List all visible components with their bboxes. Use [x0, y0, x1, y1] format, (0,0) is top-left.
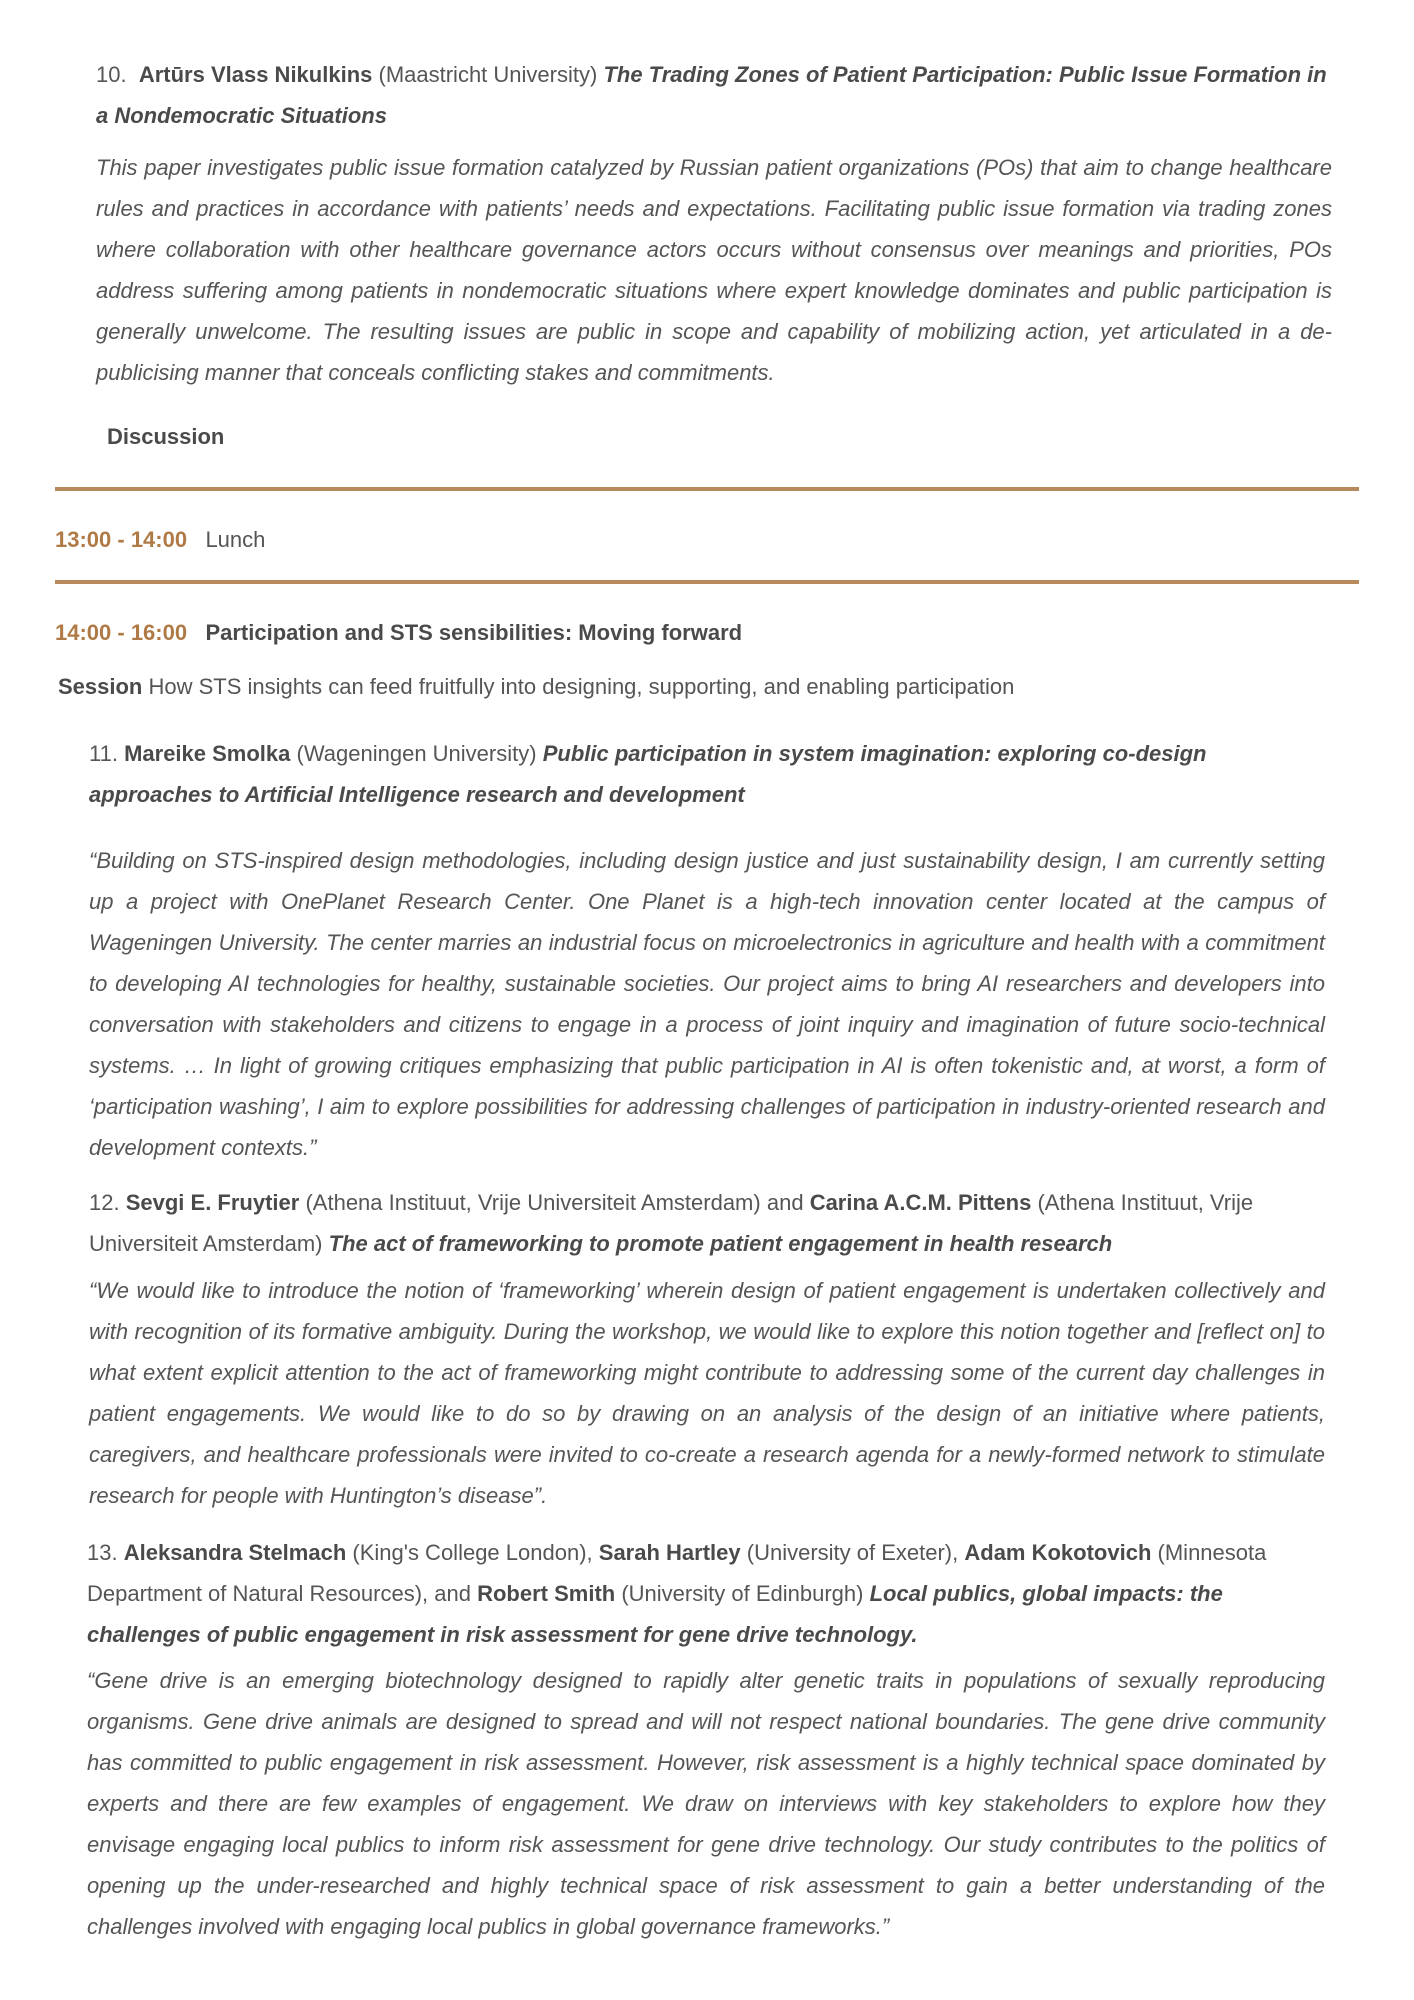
entry-number: 13. [87, 1540, 118, 1565]
conjunction: and [766, 1190, 804, 1215]
entry-13 [87, 1532, 1325, 1655]
author-affiliation: (Wageningen University) [296, 741, 537, 766]
author-affiliation: (King's College London), [352, 1540, 593, 1565]
author-affiliation: (Athena Instituut, Vrije Universiteit Amsterdam) [89, 1190, 1254, 1256]
session-description: How STS insights can feed fruitfully into designing, supporting, and enabling participation [148, 674, 1015, 699]
time-range: 14:00 - 16:00 [55, 620, 188, 645]
entry-10-abstract: This paper investigates public issue formation catalyzed by Russian patient organizations (POs) that aim to change healthcare rules and practices in accordance with patients’ needs and expectations. Facilitating public issue formation via trading zones where collaboration with other healthcare governance actors occurs without consensus over meanings and priorities, POs address suffering among patients in nondemocratic situations where expert knowledge dominates and public participation is generally unwelcome. The resulting issues are public in scope and capability of mobilizing action, yet articulated in a de-publicising manner that conceals conflicting stakes and commitments. [96, 155, 1332, 385]
lunch-slot [55, 519, 265, 560]
time-range: 13:00 - 14:00 [55, 527, 188, 552]
author-affiliation: (Maastricht University) [378, 62, 598, 87]
slot-label: Lunch [205, 527, 266, 552]
entry-11-heading [89, 733, 1325, 815]
discussion-label: Discussion [107, 424, 225, 449]
section-divider [55, 580, 1359, 584]
author-name: Artūrs Vlass Nikulkins [138, 62, 373, 87]
author-name: Adam Kokotovich [964, 1540, 1152, 1565]
session-line [58, 666, 1014, 707]
author-name: Mareike Smolka [124, 741, 291, 766]
entry-number: 10. [96, 62, 127, 87]
paper-title: Local publics, global impacts: the challenges of public engagement in risk assessment for gene drive technology. [87, 1581, 1223, 1647]
entry-11 [89, 733, 1325, 815]
entry-10 [96, 54, 1332, 136]
author-name: Sevgi E. Fruytier [125, 1190, 300, 1215]
paper-title: The act of frameworking to promote patient engagement in health research [328, 1231, 1113, 1256]
author-affiliation: (University of Exeter), [746, 1540, 959, 1565]
entry-11-abstract: “Building on STS-inspired design methodologies, including design justice and just sustainability design, I am currently setting up a project with OnePlanet Research Center. One Planet is a high-tech innovation center located at the campus of Wageningen University. The center marries an industrial focus on microelectronics in agriculture and health with a commitment to developing AI technologies for healthy, sustainable societies. Our project aims to bring AI researchers and developers into conversation with stakeholders and citizens to engage in a process of joint inquiry and imagination of future socio-technical systems. … In light of growing critiques emphasizing that public participation in AI is often tokenistic and, at worst, a form of ‘participation washing’, I aim to explore possibilities for addressing challenges of participation in industry-oriented research and development contexts.” [89, 848, 1325, 1160]
entry-number: 11. [89, 741, 118, 766]
author-name: Aleksandra Stelmach [123, 1540, 347, 1565]
afternoon-slot [55, 612, 742, 653]
paper-title: Public participation in system imagination: exploring co-design approaches to Artificial Intelligence research and development [89, 741, 1207, 807]
entry-13-heading [87, 1532, 1325, 1655]
session-label: Session [58, 674, 143, 699]
author-affiliation: (Athena Instituut, Vrije Universiteit Amsterdam) [305, 1190, 761, 1215]
entry-12-heading [89, 1182, 1325, 1264]
author-name: Sarah Hartley [598, 1540, 741, 1565]
entry-12-abstract: “We would like to introduce the notion of ‘frameworking’ wherein design of patient engagement is undertaken collectively and with recognition of its formative ambiguity. During the workshop, we would like to explore this notion together and [reflect on] to what extent explicit attention to the act of frameworking might contribute to addressing some of the current day challenges in patient engagements. We would like to do so by drawing on an analysis of the design of an initiative where patients, caregivers, and healthcare professionals were invited to co-create a research agenda for a newly-formed network to stimulate research for people with Huntington’s disease”. [89, 1278, 1325, 1508]
author-affiliation: (Minnesota Department of Natural Resources), and [87, 1540, 1267, 1606]
author-name: Carina A.C.M. Pittens [809, 1190, 1032, 1215]
entry-number: 12. [89, 1190, 120, 1215]
entry-12 [89, 1182, 1325, 1264]
author-affiliation: (University of Edinburgh) [621, 1581, 864, 1606]
section-divider [55, 487, 1359, 491]
entry-13-abstract: “Gene drive is an emerging biotechnology designed to rapidly alter genetic traits in populations of sexually reproducing organisms. Gene drive animals are designed to spread and will not respect national boundaries. The gene drive community has committed to public engagement in risk assessment. However, risk assessment is a highly technical space dominated by experts and there are few examples of engagement. We draw on interviews with key stakeholders to explore how they envisage engaging local publics to inform risk assessment for gene drive technology. Our study contributes to the politics of opening up the under-researched and highly technical space of risk assessment to gain a better understanding of the challenges involved with engaging local publics in global governance frameworks.” [87, 1668, 1325, 1939]
entry-10-heading [96, 54, 1332, 136]
author-name: Robert Smith [477, 1581, 616, 1606]
slot-label: Participation and STS sensibilities: Moving forward [205, 620, 743, 645]
paper-title: The Trading Zones of Patient Participation: Public Issue Formation in a Nondemocratic Situations [96, 62, 1327, 128]
